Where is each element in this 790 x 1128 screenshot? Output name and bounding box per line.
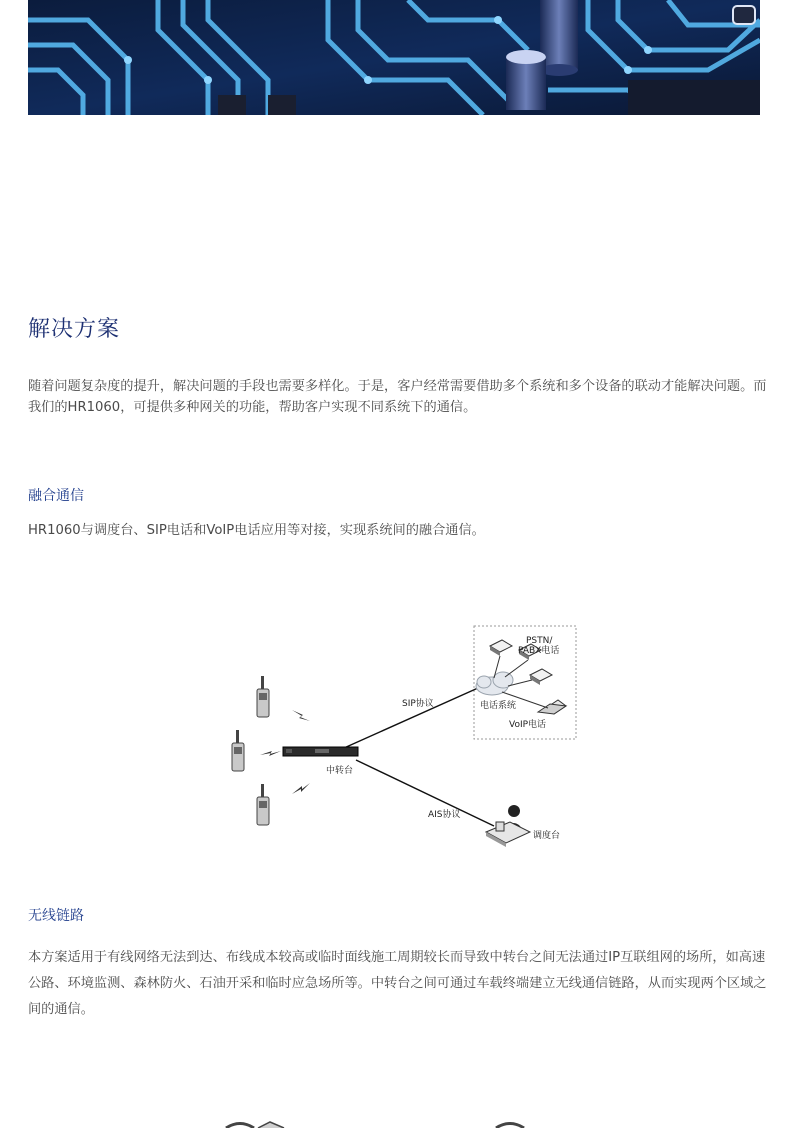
handheld-radio-icon <box>232 730 244 771</box>
desk-phone-icon <box>530 669 552 685</box>
signal-bolt-icon <box>292 710 310 721</box>
handheld-radio-icon <box>257 784 269 825</box>
section-title: 解决方案 <box>28 317 121 342</box>
desk-phone-icon <box>490 640 512 656</box>
intro-paragraph: 随着问题复杂度的提升，解决问题的手段也需要多样化。于是，客户经常需要借助多个系统和多个设备的联动才能解决问题。而我们的HR1060，可提供多种网关的功能，帮助客户实现不同系统下的通信。 <box>28 379 767 415</box>
signal-bolt-icon <box>292 783 310 794</box>
signal-bolt-icon <box>260 751 281 756</box>
network-diagram <box>0 600 790 880</box>
sip-link-line <box>344 688 478 748</box>
fusion-heading: 融合通信 <box>28 488 84 504</box>
sip-protocol-label: SIP协议 <box>402 699 434 709</box>
hero-banner-image <box>28 0 760 115</box>
wireless-paragraph: 本方案适用于有线网络无法到达、布线成本较高或临时面线施工周期较长而导致中转台之间无法通过IP互联组网的场所，如高速公路、环境监测、森林防火、石油开采和临时应急场所等。中转台之间可通过车载终端建立无线通信链路，从而实现两个区域之间的通信。 <box>28 950 767 1017</box>
pstn-label-1: PSTN/ <box>526 636 553 646</box>
wireless-heading: 无线链路 <box>28 908 84 924</box>
relay-label: 中转台 <box>326 766 354 776</box>
bottom-diagram-preview <box>0 1105 790 1128</box>
pstn-label-2: PABX电话 <box>518 646 560 656</box>
handheld-radio-icon <box>257 676 269 717</box>
relay-station-icon <box>283 747 358 756</box>
circuit-board-illustration <box>28 0 760 115</box>
ais-protocol-label: AIS协议 <box>428 810 461 820</box>
phone-system-label: 电话系统 <box>480 701 517 711</box>
laptop-icon <box>538 700 566 714</box>
vehicle-terminal-partial-icon <box>496 1124 524 1128</box>
fusion-paragraph: HR1060与调度台、SIP电话和VoIP电话应用等对接，实现系统间的融合通信。 <box>28 523 485 538</box>
voip-label: VoIP电话 <box>509 720 547 730</box>
ais-link-line <box>356 760 494 826</box>
console-label: 调度台 <box>533 831 561 841</box>
relay-station-partial-icon <box>226 1122 284 1128</box>
